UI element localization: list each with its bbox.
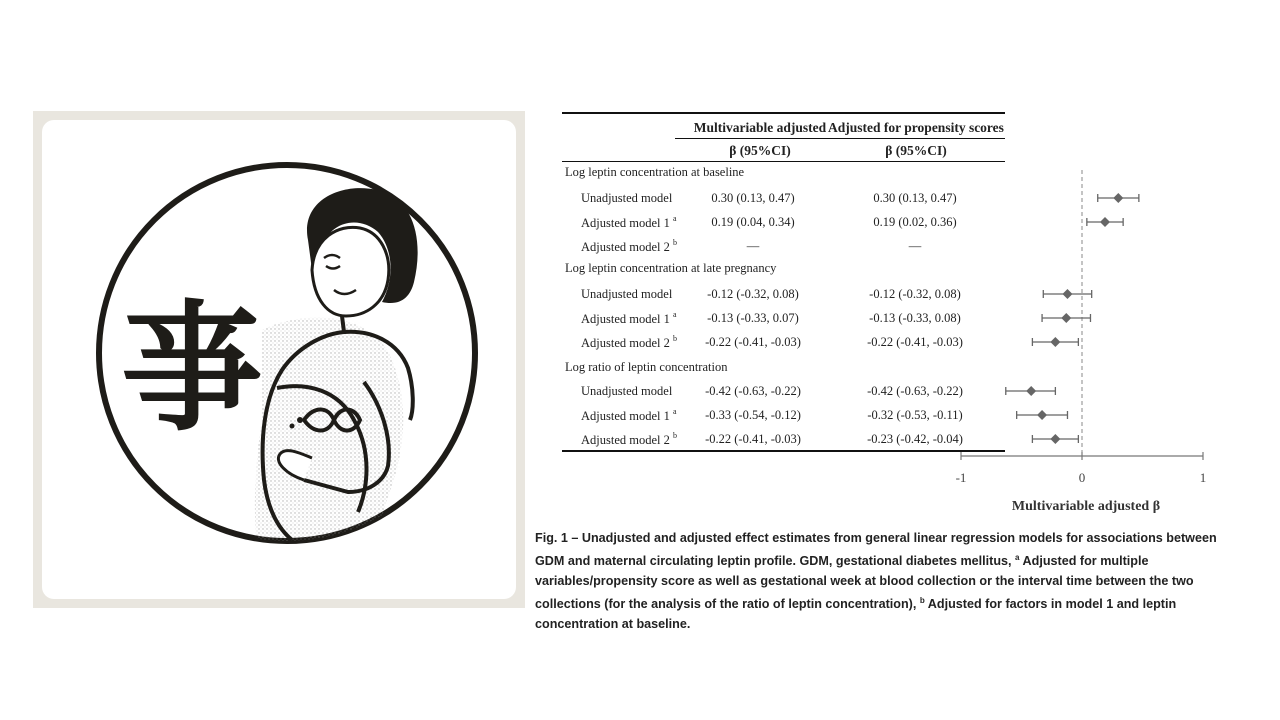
value-propensity: -0.32 (-0.53, -0.11) <box>867 408 963 422</box>
header-multivariable: Multivariable adjusted <box>693 120 827 135</box>
subheader-beta-2: β (95%CI) <box>885 143 947 158</box>
x-tick-label: 1 <box>1199 470 1207 485</box>
value-propensity: 0.19 (0.02, 0.36) <box>873 215 957 229</box>
estimate-diamond <box>1061 313 1071 323</box>
caption-text-b: Adjusted for factors in model 1 and leptin concentration at baseline. <box>535 597 1177 632</box>
figure-caption <box>535 528 1247 634</box>
value-propensity: — <box>908 239 922 253</box>
row-label: Adjusted model 1 $^a$ <box>581 214 677 231</box>
caption-sup-b: b <box>919 596 925 606</box>
caption-sup-a: a <box>1015 553 1020 562</box>
row-label: Adjusted model 2 $^b$ <box>581 431 678 448</box>
forest-point <box>1098 193 1139 203</box>
header-rule-1 <box>675 138 825 139</box>
header-bottom-rule <box>562 161 1005 162</box>
value-multivariable: -0.12 (-0.32, 0.08) <box>707 287 799 301</box>
glyph-icon: 亊 <box>121 288 263 451</box>
header-propensity: Adjusted for propensity scores <box>828 120 1004 135</box>
estimate-diamond <box>1113 193 1123 203</box>
value-multivariable: -0.33 (-0.54, -0.12) <box>705 408 801 422</box>
section-title: Log leptin concentration at baseline <box>565 165 745 179</box>
value-multivariable: -0.22 (-0.41, -0.03) <box>705 432 801 446</box>
illustration-card <box>42 120 516 599</box>
value-multivariable: 0.30 (0.13, 0.47) <box>711 191 795 205</box>
value-propensity: -0.23 (-0.42, -0.04) <box>867 432 963 446</box>
value-multivariable: -0.13 (-0.33, 0.07) <box>707 311 799 325</box>
row-label: Adjusted model 1 $^a$ <box>581 407 677 424</box>
value-multivariable: 0.19 (0.04, 0.34) <box>711 215 795 229</box>
row-label: Adjusted model 2 $^b$ <box>581 334 678 351</box>
row-label: Adjusted model 1 $^a$ <box>581 310 677 327</box>
estimate-diamond <box>1037 410 1047 420</box>
x-tick-label: -1 <box>955 470 967 485</box>
forest-point <box>1043 289 1091 299</box>
estimate-diamond <box>1050 434 1060 444</box>
forest-point <box>1032 434 1078 444</box>
row-label: Unadjusted model <box>581 384 673 398</box>
x-axis-label: Multivariable adjusted β <box>1011 499 1161 514</box>
estimate-diamond <box>1050 337 1060 347</box>
caption-text-a: Adjusted for multiple variables/propensity score as well as gestational week at blood collection or the interval time between the two collections (for the analysis of the ratio of leptin concentration), <box>535 554 1194 612</box>
value-propensity: 0.30 (0.13, 0.47) <box>873 191 957 205</box>
header-rule-2 <box>823 138 1005 139</box>
value-propensity: -0.22 (-0.41, -0.03) <box>867 335 963 349</box>
table-bottom-rule <box>562 450 1005 452</box>
forest-point <box>1087 217 1123 227</box>
subheader-beta-1: β (95%CI) <box>729 143 791 158</box>
estimate-diamond <box>1026 386 1036 396</box>
estimate-diamond <box>1100 217 1110 227</box>
section-title: Log leptin concentration at late pregnancy <box>565 261 777 275</box>
pregnant-woman-icon <box>42 120 516 599</box>
estimate-diamond <box>1062 289 1072 299</box>
forest-point <box>1006 386 1056 396</box>
illustration-frame <box>33 111 525 608</box>
value-multivariable: -0.22 (-0.41, -0.03) <box>705 335 801 349</box>
value-multivariable: -0.42 (-0.63, -0.22) <box>705 384 801 398</box>
value-propensity: -0.13 (-0.33, 0.08) <box>869 311 961 325</box>
forest-point <box>1032 337 1078 347</box>
x-tick-label: 0 <box>1078 470 1086 485</box>
value-propensity: -0.12 (-0.32, 0.08) <box>869 287 961 301</box>
caption-lead: Fig. 1 – Unadjusted and adjusted effect estimates from general linear regression models for associations between GDM and maternal circulating leptin profile. GDM, gestational diabetes mellitus, <box>535 531 1217 569</box>
forest-point <box>1042 313 1090 323</box>
row-label: Unadjusted model <box>581 287 673 301</box>
row-label: Adjusted model 2 $^b$ <box>581 238 678 255</box>
table-top-rule <box>562 112 1005 114</box>
value-multivariable: — <box>746 239 760 253</box>
row-label: Unadjusted model <box>581 191 673 205</box>
forest-plot <box>940 160 1240 520</box>
forest-point <box>1017 410 1068 420</box>
section-title: Log ratio of leptin concentration <box>565 360 728 374</box>
value-propensity: -0.42 (-0.63, -0.22) <box>867 384 963 398</box>
